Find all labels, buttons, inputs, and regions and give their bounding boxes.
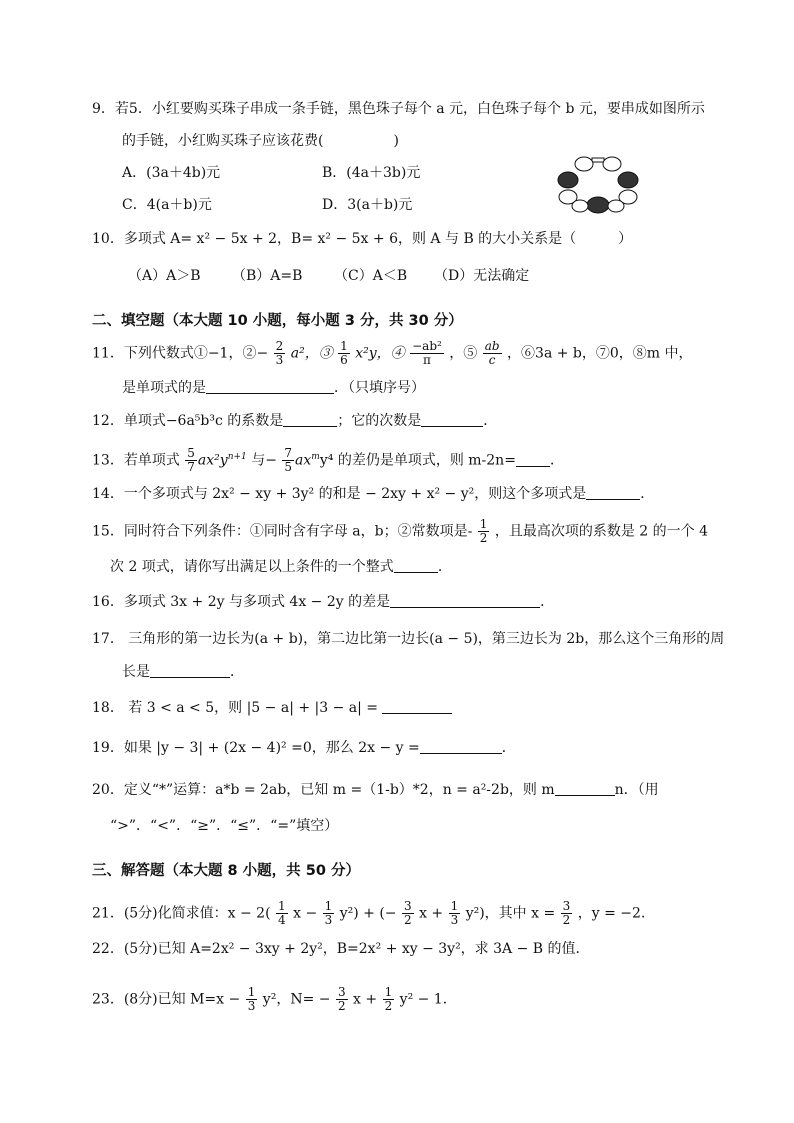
answer-blank [421, 412, 483, 427]
exponent: n+1 [227, 452, 247, 462]
numerator: −ab² [412, 339, 442, 353]
denominator: 6 [340, 353, 348, 367]
numerator: 1 [340, 339, 348, 353]
text: ． [437, 559, 452, 575]
text: 20．定义“*”运算：a*b = 2ab，已知 m =（1-b）*2，n = a²-2b，则 m [92, 782, 555, 798]
fraction [274, 340, 286, 367]
denominator: 2 [337, 999, 346, 1013]
q21 [92, 900, 655, 927]
answer-blank [283, 412, 337, 427]
answer-blank [555, 781, 615, 796]
denominator: 3 [324, 913, 333, 927]
fraction [449, 900, 461, 927]
text: ；它的次数是 [337, 413, 422, 429]
numerator: 1 [324, 899, 333, 913]
bead-white [572, 200, 588, 212]
q10-stem: 10．多项式 A= x² − 5x + 2，B= x² − 5x + 6，则 A 与 B 的大小关系是（ ） [92, 231, 633, 247]
text: y⁴ 的差仍是单项式，则 m-2n= [319, 452, 516, 469]
numerator: 1 [479, 517, 488, 531]
text: x²y，④ [355, 345, 405, 362]
fraction [561, 900, 573, 927]
answer-blank [516, 452, 550, 467]
text: 11．下列代数式①−1，②− [92, 345, 269, 362]
text: a²，③ [290, 345, 333, 362]
text: ． [640, 486, 655, 502]
text: y²，N= − [262, 991, 331, 1008]
fraction [323, 900, 335, 927]
denominator: 3 [450, 913, 459, 927]
q10-option-b: （B）A=B [232, 268, 303, 284]
q16 [92, 591, 554, 613]
q23 [92, 986, 457, 1013]
answer-blank [206, 379, 334, 394]
text: 是单项式的是 [122, 380, 206, 396]
q15-line-2 [110, 556, 452, 578]
bead-white [575, 157, 593, 171]
answer-blank [394, 558, 438, 573]
bead-black [618, 172, 638, 188]
bracelet-figure [556, 156, 640, 214]
text: 23．(8分)已知 M=x − [92, 991, 241, 1008]
text: y²) + (− [339, 905, 397, 922]
numerator: 2 [275, 339, 284, 353]
text: 长是 [122, 664, 150, 680]
text: ． [540, 594, 555, 610]
q10-option-d: （D）无法确定 [434, 268, 530, 284]
text: 15．同时符合下列条件：①同时含有字母 a，b；②常数项是- [92, 523, 473, 540]
text: y² − 1． [399, 991, 457, 1008]
text: ，y = −2． [577, 905, 655, 922]
q17-line-2 [122, 661, 244, 683]
text: y²)，其中 x = [465, 905, 556, 922]
text: x + [353, 991, 378, 1008]
q20-line-1 [92, 779, 659, 801]
numerator: 1 [384, 985, 393, 999]
numerator: 1 [278, 899, 286, 913]
q13 [92, 446, 564, 474]
denominator: 5 [284, 460, 293, 475]
section-2-heading: 二、填空题（本大题 10 小题，每小题 3 分，共 30 分） [92, 313, 463, 329]
denominator: c [488, 353, 496, 367]
denominator: 2 [403, 913, 412, 927]
text: n．（用 [614, 782, 659, 798]
fraction [483, 340, 502, 367]
text: ．（只填序号） [334, 380, 425, 396]
text: ． [230, 664, 244, 680]
numerator: 3 [337, 985, 346, 999]
numerator: 1 [247, 985, 256, 999]
bead-white [608, 200, 624, 212]
text: ，⑥3a + b，⑦0，⑧m 中， [507, 345, 693, 362]
denominator: 4 [278, 913, 286, 927]
q11-line-2 [122, 377, 425, 399]
denominator: 2 [384, 999, 393, 1013]
fraction [478, 518, 490, 545]
denominator: 2 [479, 531, 488, 545]
q10-option-a: （A）A＞B [128, 268, 201, 284]
answer-blank [390, 593, 540, 608]
text: 19．如果 |y − 3| + (2x − 4)² =0，那么 2x − y = [92, 740, 420, 756]
bead-black [587, 197, 609, 213]
text: 18． 若 3 < a < 5，则 |5 − a| + |3 − a| = [92, 700, 379, 716]
denominator: π [423, 353, 431, 367]
numerator: 5 [187, 446, 195, 461]
text: ax [295, 452, 312, 469]
text: ，且最高次项的系数是 2 的一个 4 [494, 523, 709, 540]
q10-option-c: （C）A＜B [334, 268, 408, 284]
clasp [592, 158, 604, 162]
fraction [282, 447, 294, 474]
numerator: 3 [403, 899, 412, 913]
q22: 22．(5分)已知 A=2x² − 3xy + 2y²，B=2x² + xy − 3y²，求 3A − B 的值． [92, 941, 590, 957]
q20-line-2: “>”．“<”．“≥”．“≤”．“=”填空） [110, 818, 339, 834]
answer-blank [382, 699, 452, 714]
q9-option-b: B．(4a＋3b)元 [322, 165, 421, 181]
text: x + [419, 905, 444, 922]
text: ，⑤ [449, 345, 478, 362]
q9-stem: 9．若5．小红要购买珠子串成一条手链，黑色珠子每个 a 元，白色珠子每个 b 元，要串成如图所示 [92, 101, 705, 117]
q19 [92, 737, 516, 759]
numerator: 1 [450, 899, 459, 913]
exponent: m [311, 452, 320, 462]
q14 [92, 483, 654, 505]
q11-line-1 [92, 340, 693, 367]
fraction [336, 986, 348, 1013]
text: 21．(5分)化简求值：x − 2( [92, 905, 271, 922]
answer-blank [150, 663, 230, 678]
q9-option-c: C．4(a＋b)元 [122, 197, 212, 213]
text: 次 2 项式，请你写出满足以上条件的一个整式 [110, 559, 394, 575]
fraction [246, 986, 258, 1013]
answer-blank [586, 485, 640, 500]
fraction [338, 340, 350, 367]
denominator: 7 [187, 460, 195, 475]
fraction [383, 986, 395, 1013]
fraction [185, 447, 197, 474]
text: ax²y [197, 452, 228, 469]
numerator: 3 [562, 899, 571, 913]
q9-option-d: D．3(a＋b)元 [322, 197, 413, 213]
text: 16．多项式 3x + 2y 与多项式 4x − 2y 的差是 [92, 594, 391, 610]
q18 [92, 697, 452, 719]
section-3-heading: 三、解答题（本大题 8 小题，共 50 分） [92, 863, 360, 879]
answer-blank [420, 739, 502, 754]
q9-option-a: A．(3a＋4b)元 [122, 165, 221, 181]
text: 与− [251, 452, 277, 469]
text: x − [293, 905, 318, 922]
text: 12．单项式−6a⁵b³c 的系数是 [92, 413, 284, 429]
numerator: ab [484, 339, 500, 353]
fraction [402, 900, 414, 927]
numerator: 7 [284, 446, 293, 461]
q9-stem-2: 的手链，小红购买珠子应该花费( ) [122, 133, 399, 149]
fraction [276, 900, 288, 927]
q12 [92, 410, 497, 432]
bead-black [558, 172, 578, 188]
text: 14．一个多项式与 2x² − xy + 3y² 的和是 − 2xy + x² − y²，则这个多项式是 [92, 486, 587, 502]
text: 13．若单项式 [92, 452, 180, 469]
text: ． [549, 452, 564, 469]
denominator: 3 [247, 999, 256, 1013]
text: ． [501, 740, 516, 756]
text: ． [483, 413, 498, 429]
q17-line-1: 17． 三角形的第一边长为(a + b)，第二边比第一边长(a − 5)，第三边长为 2b，那么这个三角形的周 [92, 631, 725, 647]
fraction [410, 340, 444, 367]
bead-white [603, 157, 621, 171]
denominator: 3 [275, 353, 284, 367]
denominator: 2 [562, 913, 571, 927]
q15-line-1 [92, 518, 708, 545]
